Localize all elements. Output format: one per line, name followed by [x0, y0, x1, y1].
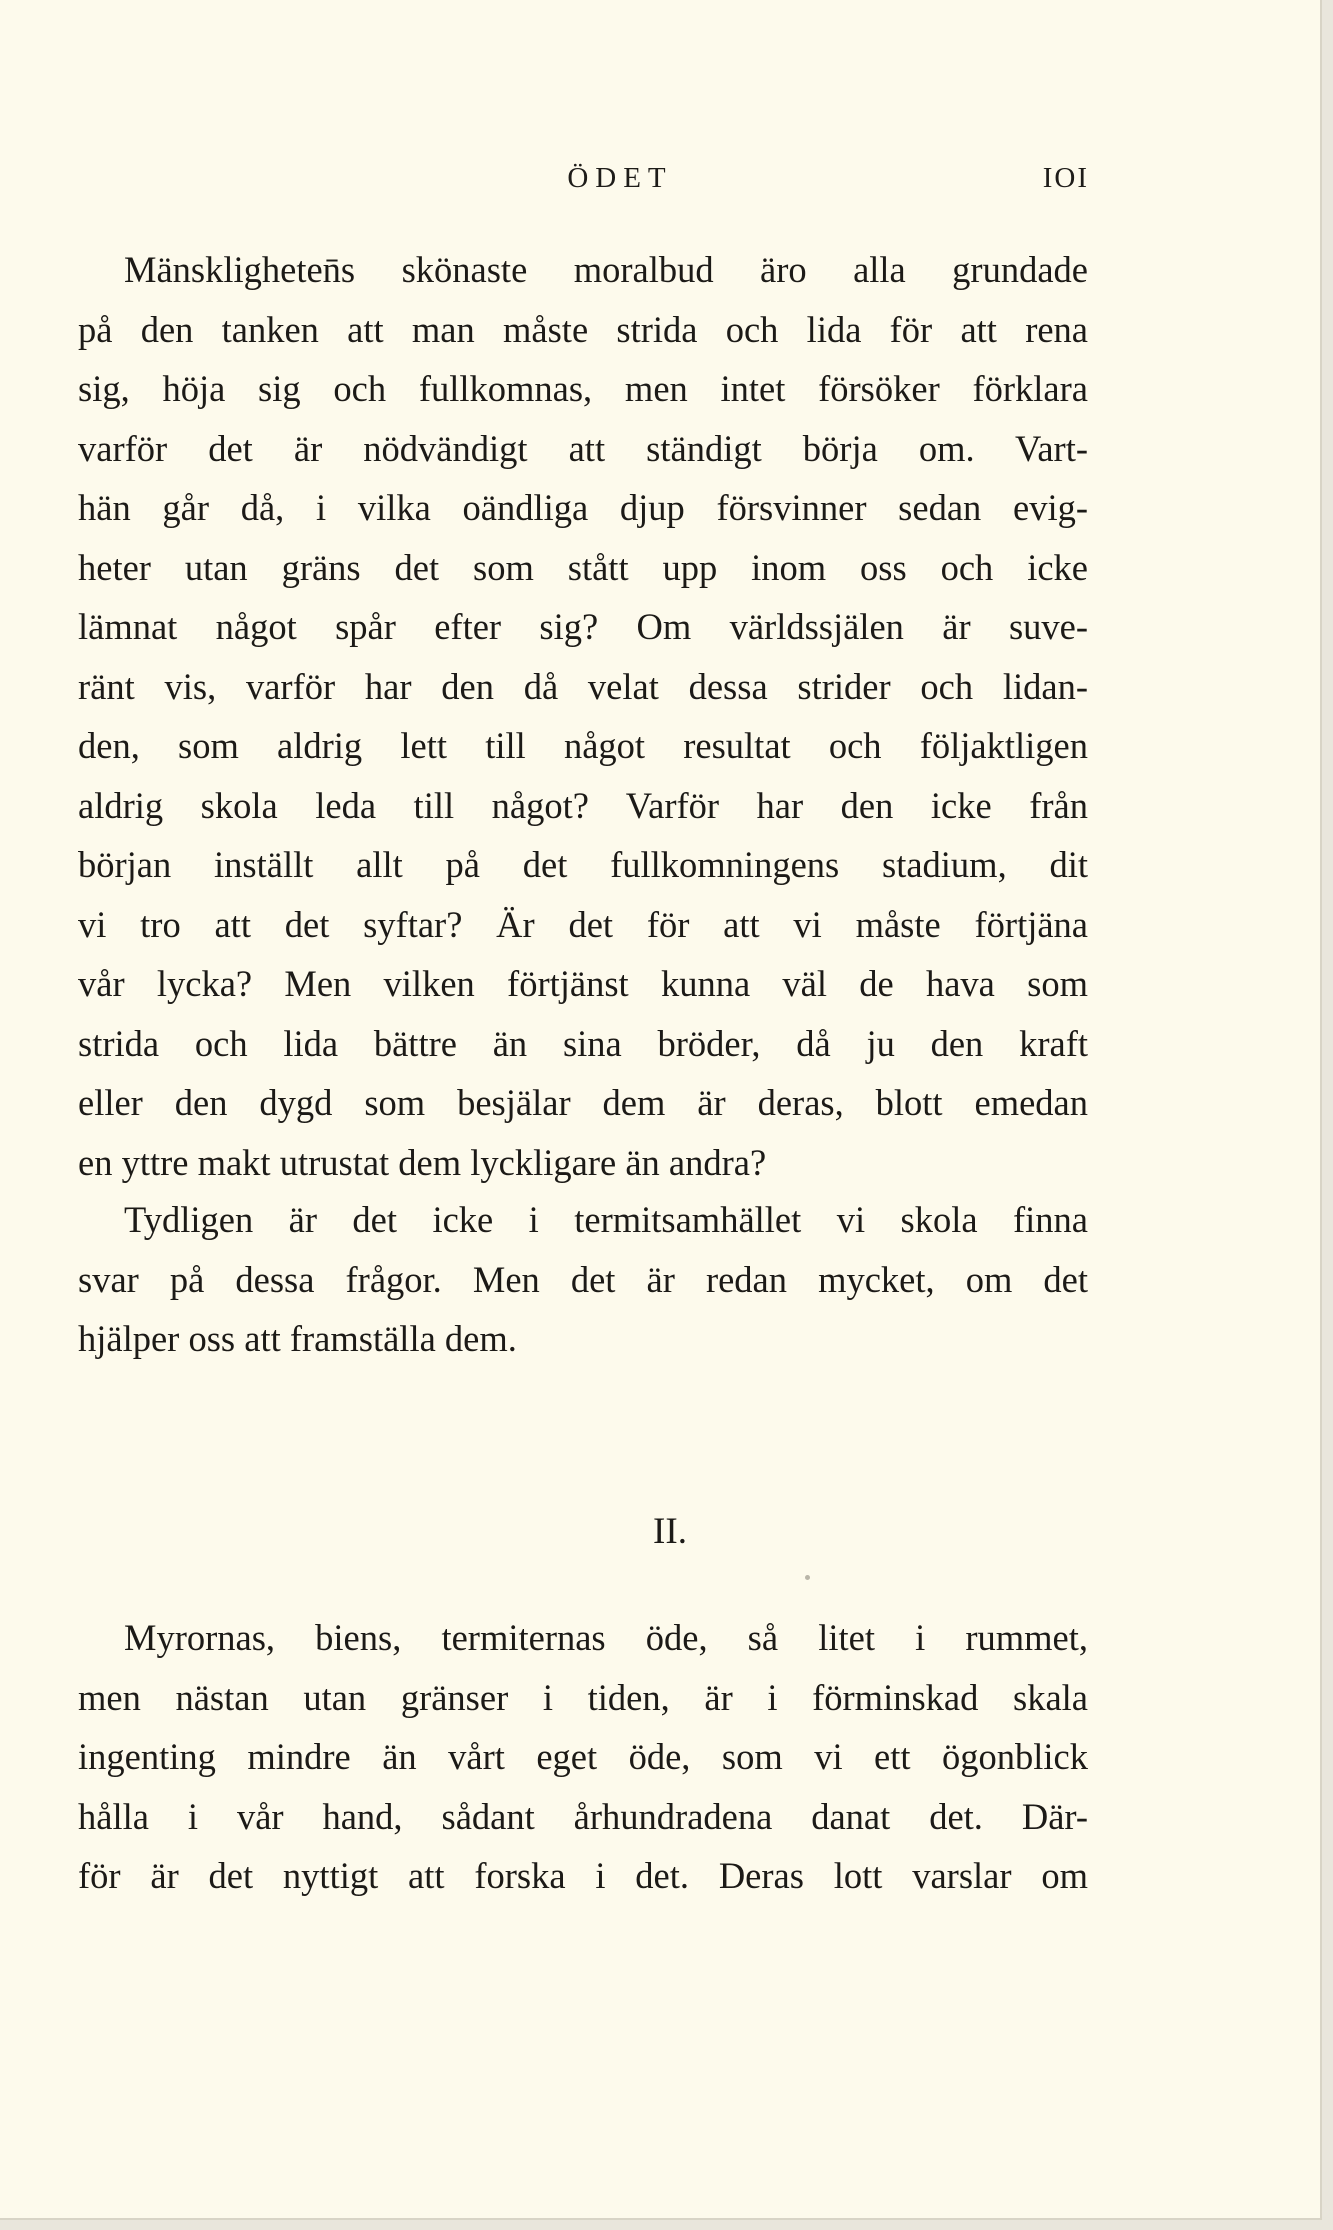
text-line: vår lycka? Men vilken förtjänst kunna väl de hava som — [78, 963, 1088, 1004]
text-line: ingenting mindre än vårt eget öde, som vi ett ögonblick — [78, 1736, 1088, 1777]
text-line: aldrig skola leda till något? Varför har den icke från — [78, 784, 1088, 826]
section-heading: II. — [653, 1511, 687, 1552]
text-line: för är det nyttigt att forska i det. Deras lott varslar om — [78, 1855, 1088, 1896]
paragraph-1 — [78, 240, 1088, 1192]
text-line: men nästan utan gränser i tiden, är i förminskad skala — [78, 1676, 1088, 1718]
text-line: lämnat något spår efter sig? Om världssjälen är suve- — [78, 606, 1088, 647]
text-line: Tydligen är det icke i termitsamhället vi skola finna — [124, 1199, 1088, 1240]
paper-speck — [805, 1575, 810, 1580]
text-line: Myrornas, biens, termiternas öde, så litet i rummet, — [124, 1617, 1088, 1658]
text-line: Mänskligheten̄s skönaste moralbud äro alla grundade — [124, 249, 1088, 290]
text-line: den, som aldrig lett till något resultat och följaktligen — [78, 725, 1088, 766]
text-line: hålla i vår hand, sådant århundradena danat det. Där- — [78, 1795, 1088, 1837]
text-line: eller den dygd som besjälar dem är deras, blott emedan — [78, 1082, 1088, 1123]
page-number: IOI — [1042, 162, 1089, 194]
text-line: vi tro att det syftar? Är det för att vi måste förtjäna — [78, 903, 1088, 945]
paragraph-3 — [78, 1608, 1088, 1906]
text-line: heter utan gräns det som stått upp inom oss och icke — [78, 546, 1088, 588]
text-line: sig, höja sig och fullkomnas, men intet försöker förklara — [78, 368, 1088, 409]
text-line: ränt vis, varför har den då velat dessa strider och lidan- — [78, 665, 1088, 707]
text-line: strida och lida bättre än sina bröder, då ju den kraft — [78, 1022, 1088, 1064]
running-head — [0, 162, 1320, 202]
paragraph-2 — [78, 1190, 1088, 1369]
text-line: svar på dessa frågor. Men det är redan mycket, om det — [78, 1258, 1088, 1300]
running-title: ÖDET — [567, 162, 673, 194]
text-line: hjälper oss att framställa dem. — [78, 1318, 517, 1359]
text-line: varför det är nödvändigt att ständigt börja om. Vart- — [78, 427, 1088, 469]
text-line: hän går då, i vilka oändliga djup försvinner sedan evig- — [78, 487, 1088, 528]
text-line: början inställt allt på det fullkomningens stadium, dit — [78, 844, 1088, 885]
text-line: på den tanken att man måste strida och lida för att rena — [78, 308, 1088, 350]
text-line: en yttre makt utrustat dem lyckligare än andra? — [78, 1141, 767, 1183]
